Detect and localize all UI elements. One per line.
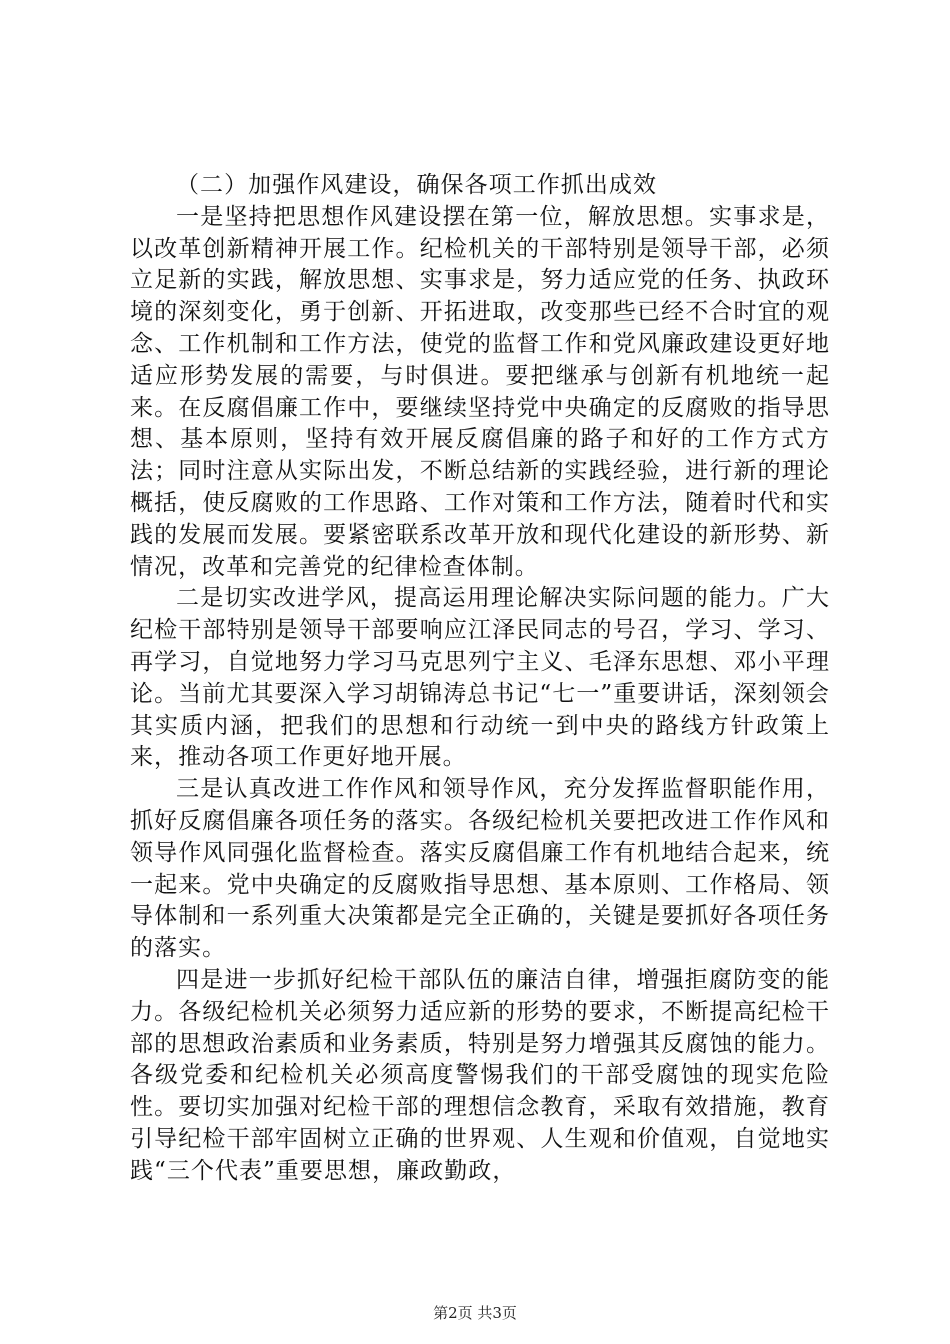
paragraph-1: 一是坚持把思想作风建设摆在第一位，解放思想。实事求是，以改革创新精神开展工作。纪检机关的干部特别是领导干部，必须立足新的实践，解放思想、实事求是，努力适应党的任务、执政环境的深刻变化，勇于创新、开拓进取，改变那些已经不合时宜的观念、工作机制和工作方法，使党的监督工作和党风廉政建设更好地适应形势发展的需要，与时俱进。要把继承与创新有机地统一起来。在反腐倡廉工作中，要继续坚持党中央确定的反腐败的指导思想、基本原则，坚持有效开展反腐倡廉的路子和好的工作方式方法；同时注意从实际出发，不断总结新的实践经验，进行新的理论概括，使反腐败的工作思路、工作对策和工作方法，随着时代和实践的发展而发展。要紧密联系改革开放和现代化建设的新形势、新情况，改革和完善党的纪律检查体制。 [130, 203, 830, 580]
page-number-footer: 第2页 共3页 [433, 1304, 517, 1322]
paragraph-4: 四是进一步抓好纪检干部队伍的廉洁自律，增强拒腐防变的能力。各级纪检机关必须努力适应新的形势的要求，不断提高纪检干部的思想政治素质和业务素质，特别是努力增强其反腐蚀的能力。各级党委和纪检机关必须高度警惕我们的干部受腐蚀的现实危险性。要切实加强对纪检干部的理想信念教育，采取有效措施，教育引导纪检干部牢固树立正确的世界观、人生观和价值观，自觉地实践“三个代表”重要思想，廉政勤政， [130, 966, 830, 1184]
section-heading: （二）加强作风建设，确保各项工作抓出成效 [176, 172, 657, 198]
document-body [130, 170, 830, 1188]
paragraph-2: 二是切实改进学风，提高运用理论解决实际问题的能力。广大纪检干部特别是领导干部要响应江泽民同志的号召，学习、学习、再学习，自觉地努力学习马克思列宁主义、毛泽东思想、邓小平理论。当前尤其要深入学习胡锦涛总书记“七一”重要讲话，深刻领会其实质内涵，把我们的思想和行动统一到中央的路线方针政策上来，推动各项工作更好地开展。 [130, 585, 830, 771]
paragraph-3: 三是认真改进工作作风和领导作风，充分发挥监督职能作用，抓好反腐倡廉各项任务的落实。各级纪检机关要把改进工作作风和领导作风同强化监督检查。落实反腐倡廉工作有机地结合起来，统一起来。党中央确定的反腐败指导思想、基本原则、工作格局、领导体制和一系列重大决策都是完全正确的，关键是要抓好各项任务的落实。 [130, 776, 830, 962]
